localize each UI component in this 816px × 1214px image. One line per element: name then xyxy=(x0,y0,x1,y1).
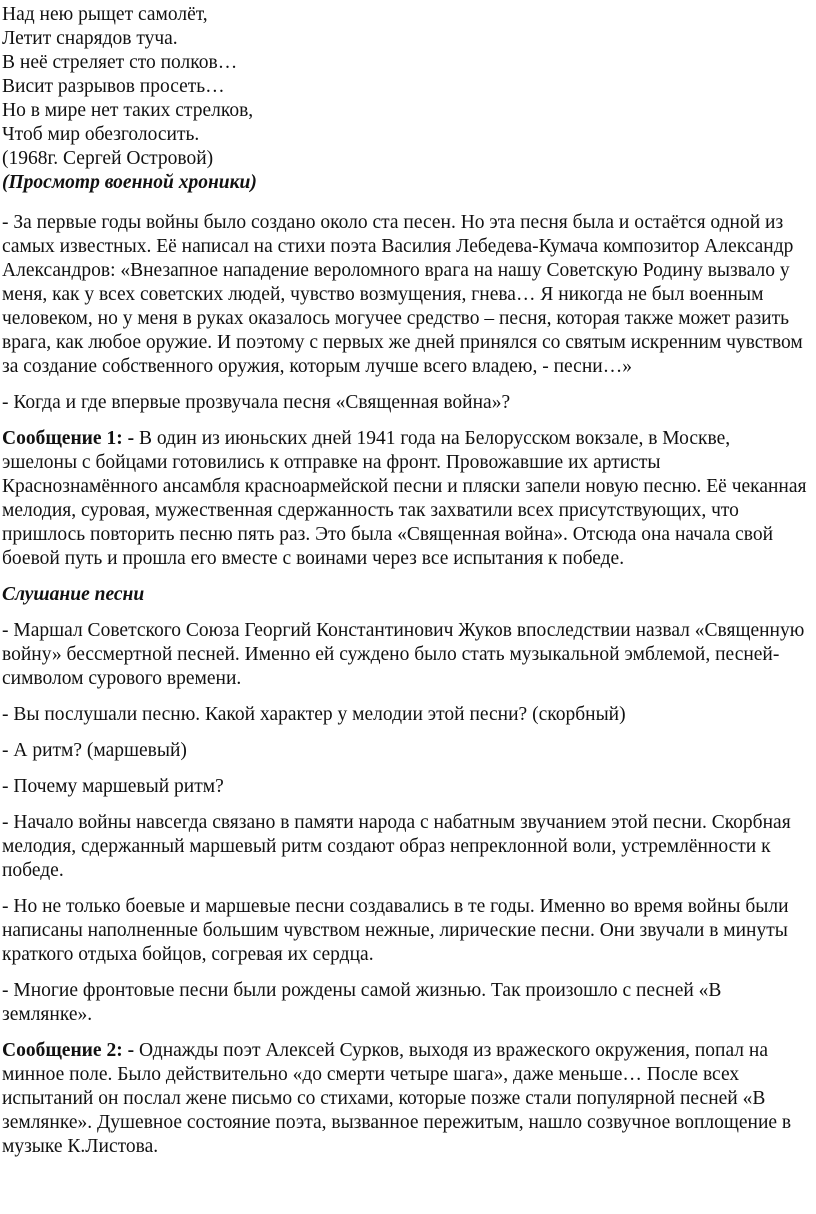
poem-line: Над нею рыщет самолёт, xyxy=(2,4,208,25)
paragraph-melody-question: - Вы послушали песню. Какой характер у мелодии этой песни? (скорбный) xyxy=(2,704,626,725)
message-1-text: В один из июньских дней 1941 года на Белорусском вокзале, в Москве, эшелоны с бойцами готовились к отправке на фронт. Провожавшие их артисты Краснознамённого ансамбля красноармейской песни и пляски запели новую песню. Её чеканная мелодия, суровая, мужественная сдержанность так захватили всех присутствующих, что пришлось повторить песню пять раз. Это была «Священная война». Отсюда она начала свой боевой путь и прошла его вместе с воинами через все испытания к победе. xyxy=(2,428,807,569)
paragraph-rhythm-question: - А ритм? (маршевый) xyxy=(2,740,187,761)
poem-block xyxy=(2,3,816,195)
paragraph-zhukov: - Маршал Советского Союза Георгий Константинович Жуков впоследствии назвал «Священную войну» бессмертной песней. Именно ей суждено было стать музыкальной эмблемой, песней-символом сурового времени. xyxy=(2,620,805,689)
message-2-label: Сообщение 2: - xyxy=(2,1040,135,1061)
paragraph-message-2 xyxy=(2,1039,810,1159)
chronicle-note: (Просмотр военной хроники) xyxy=(2,172,257,193)
paragraph-question-first-performance: - Когда и где впервые прозвучала песня «Священная война»? xyxy=(2,392,511,413)
paragraph-song-history: - За первые годы войны было создано около ста песен. Но эта песня была и остаётся одной из самых известных. Её написал на стихи поэта Василия Лебедева-Кумача композитор Александр Александров: «Внезапное нападение вероломного врага на нашу Советскую Родину вызвало у меня, как у всех советских людей, чувство возмущения, гнева… Я никогда не был военным человеком, но у меня в руках оказалось могучее средство – песня, которая также может разить врага, как любое оружие. И поэтому с первых же дней принялся со святым искренним чувством за создание собственного оружия, которым лучше всего владею, - песни…» xyxy=(2,212,803,377)
paragraph-frontline-songs: - Многие фронтовые песни были рождены самой жизнью. Так произошло с песней «В землянке». xyxy=(2,980,722,1025)
poem-line: Чтоб мир обезголосить. xyxy=(2,124,200,145)
message-1-label: Сообщение 1: - xyxy=(2,428,135,449)
poem-line: Но в мире нет таких стрелков, xyxy=(2,100,254,121)
message-2-text: Однажды поэт Алексей Сурков, выходя из вражеского окружения, попал на минное поле. Было действительно «до смерти четыре шага», даже меньше… После всех испытаний он послал жене письмо со стихами, которые позже стали популярной песней «В землянке». Душевное состояние поэта, вызванное пережитым, нашло созвучное воплощение в музыке К.Листова. xyxy=(2,1040,792,1157)
paragraph-why-march: - Почему маршевый ритм? xyxy=(2,776,224,797)
paragraph-lyrical-songs: - Но не только боевые и маршевые песни создавались в те годы. Именно во время войны были написаны наполненные большим чувством нежные, лирические песни. Они звучали в минуты краткого отдыха бойцов, согревая их сердца. xyxy=(2,896,789,965)
poem-line: В неё стреляет сто полков… xyxy=(2,52,238,73)
poem-line: Висит разрывов просеть… xyxy=(2,76,225,97)
poem-attribution: (1968г. Сергей Островой) xyxy=(2,148,214,169)
paragraph-war-beginning: - Начало войны навсегда связано в памяти народа с набатным звучанием этой песни. Скорбная мелодия, сдержанный маршевый ритм создают образ непреклонной воли, устремлённости к победе. xyxy=(2,812,791,881)
poem-line: Летит снарядов туча. xyxy=(2,28,178,49)
paragraph-message-1 xyxy=(2,427,810,571)
listening-heading: Слушание песни xyxy=(2,584,145,605)
